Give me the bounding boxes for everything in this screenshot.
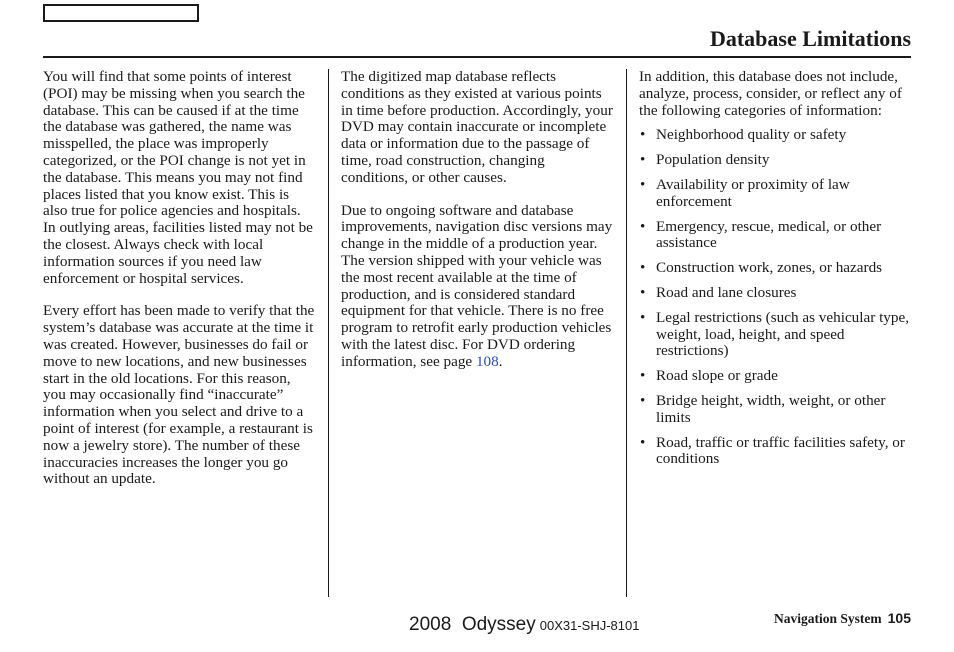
paragraph-map-database: The digitized map database reflects conditions as they existed at various points in time before production. Accordingly, your DVD may contain inaccurate or incomplete data or information due to the passage of time, road construction, changing conditions, or other causes. xyxy=(341,68,613,186)
footer-model xyxy=(409,614,639,636)
list-item: • Neighborhood quality or safety xyxy=(639,127,914,144)
list-item: • Road and lane closures xyxy=(639,285,914,302)
list-item: • Availability or proximity of law enforcement xyxy=(639,177,914,211)
list-item: • Road, traffic or traffic facilities safety, or conditions xyxy=(639,435,914,469)
list-item: • Construction work, zones, or hazards xyxy=(639,260,914,277)
column-divider-1 xyxy=(328,69,329,597)
list-item: • Bridge height, width, weight, or other limits xyxy=(639,393,914,427)
list-item: • Emergency, rescue, medical, or other assistance xyxy=(639,219,914,253)
header-rule xyxy=(43,56,911,58)
disc-versions-end: . xyxy=(498,352,503,370)
column-left xyxy=(43,69,317,504)
footer-page-info xyxy=(774,610,911,627)
paragraph-categories-intro: In addition, this database does not include, analyze, process, consider, or reflect any of the following categories of information: xyxy=(639,68,902,119)
list-item: • Legal restrictions (such as vehicular type, weight, load, height, and speed restrictions) xyxy=(639,310,914,360)
paragraph-poi-missing: You will find that some points of interest (POI) may be missing when you search the database. This can be caused if at the time the database was gathered, the name was misspelled, the place was improperly categorized, or the POI change is not yet in the database. This means you may not find places listed that you know exist. This is also true for police agencies and hospitals. In outlying areas, facilities listed may not be the closest. Always check with local information sources if you need law enforcement or hospital services. xyxy=(43,68,313,287)
column-right xyxy=(639,69,914,468)
column-middle xyxy=(341,69,613,387)
footer-part-code: 00X31-SHJ-8101 xyxy=(539,618,640,633)
list-item: • Population density xyxy=(639,152,914,169)
page-108-link[interactable]: 108 xyxy=(475,352,499,370)
footer-model-name: 2008 Odyssey xyxy=(409,614,536,635)
paragraph-accuracy: Every effort has been made to verify that the system’s database was accurate at the time it was created. However, businesses do fail or move to new locations, and new businesses start in the old locations. For this reason, you may occasionally find “inaccurate” information when you select and drive to a point of interest (for example, a restaurant is now a jewelry store). The number of these inaccuracies increases the longer you go without an update. xyxy=(43,302,315,488)
header-tab-box xyxy=(43,4,199,22)
column-divider-2 xyxy=(626,69,627,597)
page-title: Database Limitations xyxy=(709,26,911,51)
footer-section-name: Navigation System xyxy=(774,611,882,626)
footer-page-number: 105 xyxy=(887,610,911,626)
list-item: • Road slope or grade xyxy=(639,368,914,385)
paragraph-disc-versions xyxy=(341,203,613,371)
categories-list xyxy=(639,127,914,468)
disc-versions-text: Due to ongoing software and database improvements, navigation disc versions may change in the middle of a production year. The version shipped with your vehicle was the most recent available at the time of production, and is considered standard equipment for that vehicle. There is no free program to retrofit early production vehicles with the latest disc. For DVD ordering information, see page xyxy=(341,201,613,370)
